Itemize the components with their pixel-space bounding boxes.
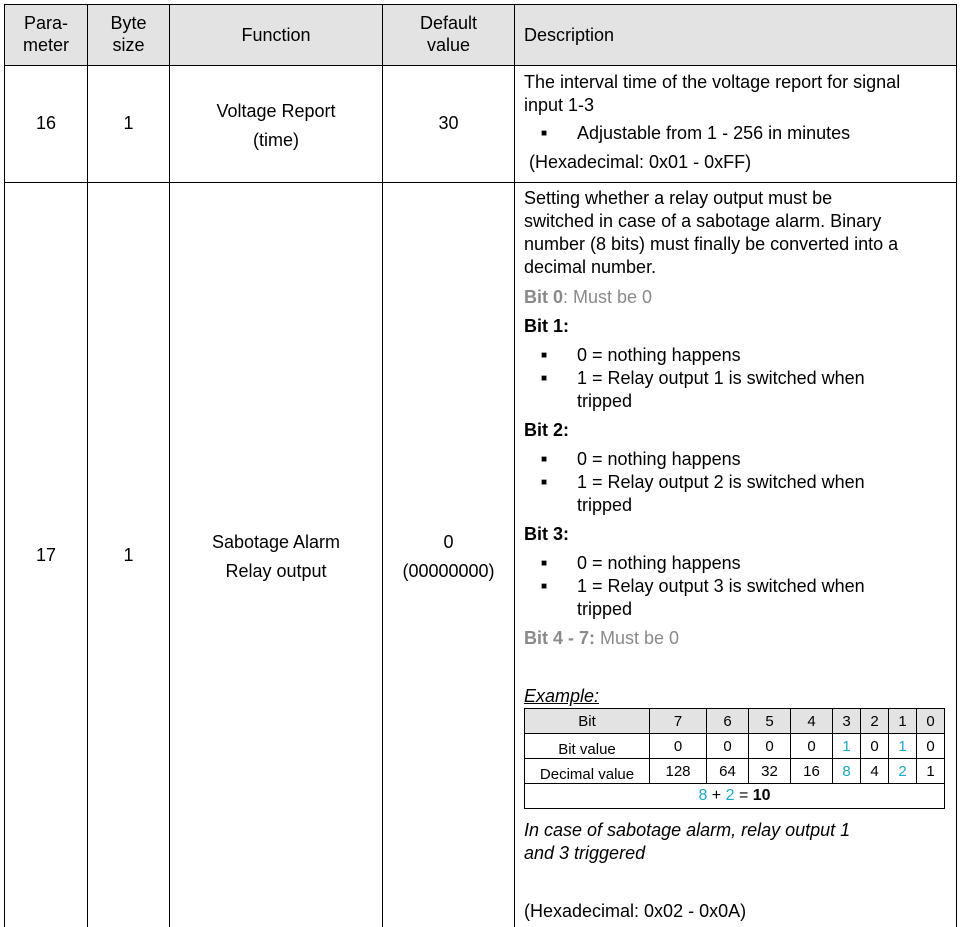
bit-cell: 5 <box>749 709 791 734</box>
row16-description-text: The interval time of the voltage report for signal input 1-3 <box>524 72 901 115</box>
decimal-cell: 128 <box>650 759 707 784</box>
bit-cell: 3 <box>833 709 861 734</box>
bit-value-cell: 0 <box>861 734 889 759</box>
example-conclusion: In case of sabotage alarm, relay output 1 and 3 triggered <box>524 820 851 863</box>
row-label: Bit <box>525 709 650 734</box>
bit-cell: 6 <box>707 709 749 734</box>
bullet-icon: ■ <box>541 454 548 465</box>
row16-default-value: 30 <box>438 113 459 133</box>
decimal-cell: 32 <box>749 759 791 784</box>
bit1-item: 1 = Relay output 1 is switched when tripped <box>577 368 865 411</box>
bullet-icon: ■ <box>541 477 548 488</box>
bit2-label: Bit 2: <box>524 420 569 440</box>
bit2-item: 1 = Relay output 2 is switched when tripped <box>577 472 865 515</box>
row16-hex-range: (Hexadecimal: 0x01 - 0xFF) <box>529 152 752 172</box>
decimal-cell: 2 <box>889 759 917 784</box>
bullet-icon: ■ <box>541 350 548 361</box>
decimal-cell: 8 <box>833 759 861 784</box>
header-parameter: Para- meter <box>22 13 69 55</box>
bit-value-cell: 0 <box>791 734 833 759</box>
row16-function: Voltage Report (time) <box>216 101 336 150</box>
bit-value-cell: 0 <box>917 734 945 759</box>
row-label: Bit value <box>525 734 650 759</box>
bullet-icon: ■ <box>541 128 548 139</box>
header-function: Function <box>241 25 311 45</box>
row17-function: Sabotage Alarm Relay output <box>211 532 341 581</box>
bit-value-cell: 0 <box>650 734 707 759</box>
bit2-item: 0 = nothing happens <box>577 449 741 469</box>
row17-byte-size: 1 <box>123 545 134 565</box>
bit-cell: 2 <box>861 709 889 734</box>
col-line <box>514 4 515 927</box>
bit-cell: 7 <box>650 709 707 734</box>
sum-cell: 8 + 2 = 10 <box>525 784 945 809</box>
bit-cell: 1 <box>889 709 917 734</box>
header-byte-size: Byte size <box>110 13 147 55</box>
example-label: Example: <box>524 686 600 706</box>
example-bit-table <box>524 708 945 809</box>
row17-default-value: 0 (00000000) <box>402 532 495 581</box>
decimal-value-row <box>525 759 945 784</box>
header-default-value: Default value <box>419 13 478 55</box>
row-label: Decimal value <box>525 759 650 784</box>
bit1-label: Bit 1: <box>524 316 569 336</box>
col-line <box>4 4 5 927</box>
header-description: Description <box>524 25 615 45</box>
bullet-icon: ■ <box>541 373 548 384</box>
decimal-cell: 16 <box>791 759 833 784</box>
table-border-top <box>4 4 957 5</box>
bit-value-cell: 0 <box>749 734 791 759</box>
bit4-7-line: Bit 4 - 7: Must be 0 <box>524 628 680 648</box>
decimal-cell: 64 <box>707 759 749 784</box>
col-line <box>956 4 957 927</box>
bit-cell: 0 <box>917 709 945 734</box>
header-divider <box>4 65 957 66</box>
col-line <box>382 4 383 927</box>
col-line <box>87 4 88 927</box>
bit-value-row <box>525 734 945 759</box>
bullet-icon: ■ <box>541 581 548 592</box>
row17-hex-range: (Hexadecimal: 0x02 - 0x0A) <box>524 901 747 921</box>
row16-bullet-text: Adjustable from 1 - 256 in minutes <box>577 123 851 143</box>
bit-row <box>525 709 945 734</box>
row17-intro-text: Setting whether a relay output must be switched in case of a sabotage alarm. Binary number (8 bits) must finally be converted into a decimal number. <box>524 188 899 277</box>
decimal-cell: 4 <box>861 759 889 784</box>
row17-parameter: 17 <box>35 545 57 565</box>
bullet-icon: ■ <box>541 558 548 569</box>
bit1-item: 0 = nothing happens <box>577 345 741 365</box>
bit-cell: 4 <box>791 709 833 734</box>
sum-row <box>525 784 945 809</box>
row-divider <box>4 182 957 183</box>
bit3-item: 0 = nothing happens <box>577 553 741 573</box>
row16-byte-size: 1 <box>123 113 134 133</box>
bit-value-cell: 0 <box>707 734 749 759</box>
bit-value-cell: 1 <box>889 734 917 759</box>
row16-parameter: 16 <box>35 113 57 133</box>
bit-value-cell: 1 <box>833 734 861 759</box>
bit3-label: Bit 3: <box>524 524 569 544</box>
bit3-item: 1 = Relay output 3 is switched when tripped <box>577 576 865 619</box>
bit0-line: Bit 0: Must be 0 <box>524 287 653 307</box>
decimal-cell: 1 <box>917 759 945 784</box>
